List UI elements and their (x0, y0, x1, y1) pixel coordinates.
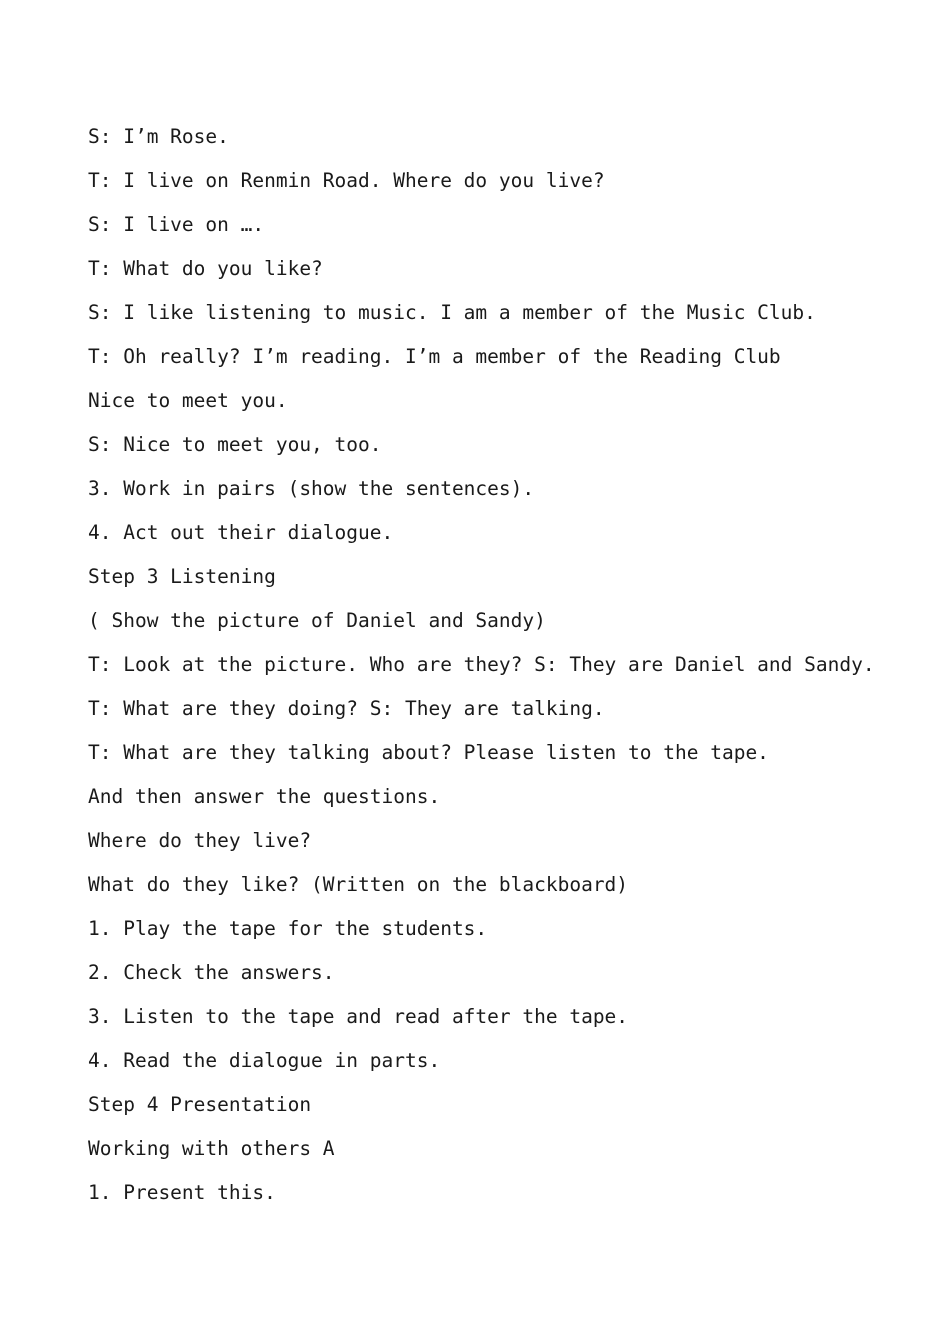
procedure-step: 1. Play the tape for the students. (88, 917, 488, 940)
document-body (88, 122, 888, 1222)
dialogue-line: T: Look at the picture. Who are they? S: They are Daniel and Sandy. (88, 653, 875, 676)
question-line: What do they like? (Written on the blackboard) (88, 873, 629, 896)
dialogue-line: T: What are they doing? S: They are talking. (88, 697, 605, 720)
subsection-heading: Working with others A (88, 1137, 335, 1160)
instruction-line: And then answer the questions. (88, 785, 441, 808)
procedure-step: 1. Present this. (88, 1181, 276, 1204)
dialogue-line: S: I like listening to music. I am a member of the Music Club. (88, 301, 816, 324)
dialogue-line: T: I live on Renmin Road. Where do you live? (88, 169, 605, 192)
section-heading: Step 4 Presentation (88, 1093, 312, 1116)
section-heading: Step 3 Listening (88, 565, 276, 588)
question-line: Where do they live? (88, 829, 312, 852)
procedure-step: 3. Work in pairs (show the sentences). (88, 477, 535, 500)
dialogue-line: Nice to meet you. (88, 389, 288, 412)
procedure-step: 4. Act out their dialogue. (88, 521, 394, 544)
procedure-step: 2. Check the answers. (88, 961, 335, 984)
dialogue-line: T: What do you like? (88, 257, 323, 280)
dialogue-line: S: I live on …. (88, 213, 265, 236)
dialogue-line: S: Nice to meet you, too. (88, 433, 382, 456)
stage-note: ( Show the picture of Daniel and Sandy) (88, 609, 546, 632)
dialogue-line: T: What are they talking about? Please listen to the tape. (88, 741, 769, 764)
procedure-step: 3. Listen to the tape and read after the tape. (88, 1005, 629, 1028)
dialogue-line: T: Oh really? I’m reading. I’m a member of the Reading Club (88, 345, 781, 368)
dialogue-line: S: I’m Rose. (88, 125, 229, 148)
procedure-step: 4. Read the dialogue in parts. (88, 1049, 441, 1072)
